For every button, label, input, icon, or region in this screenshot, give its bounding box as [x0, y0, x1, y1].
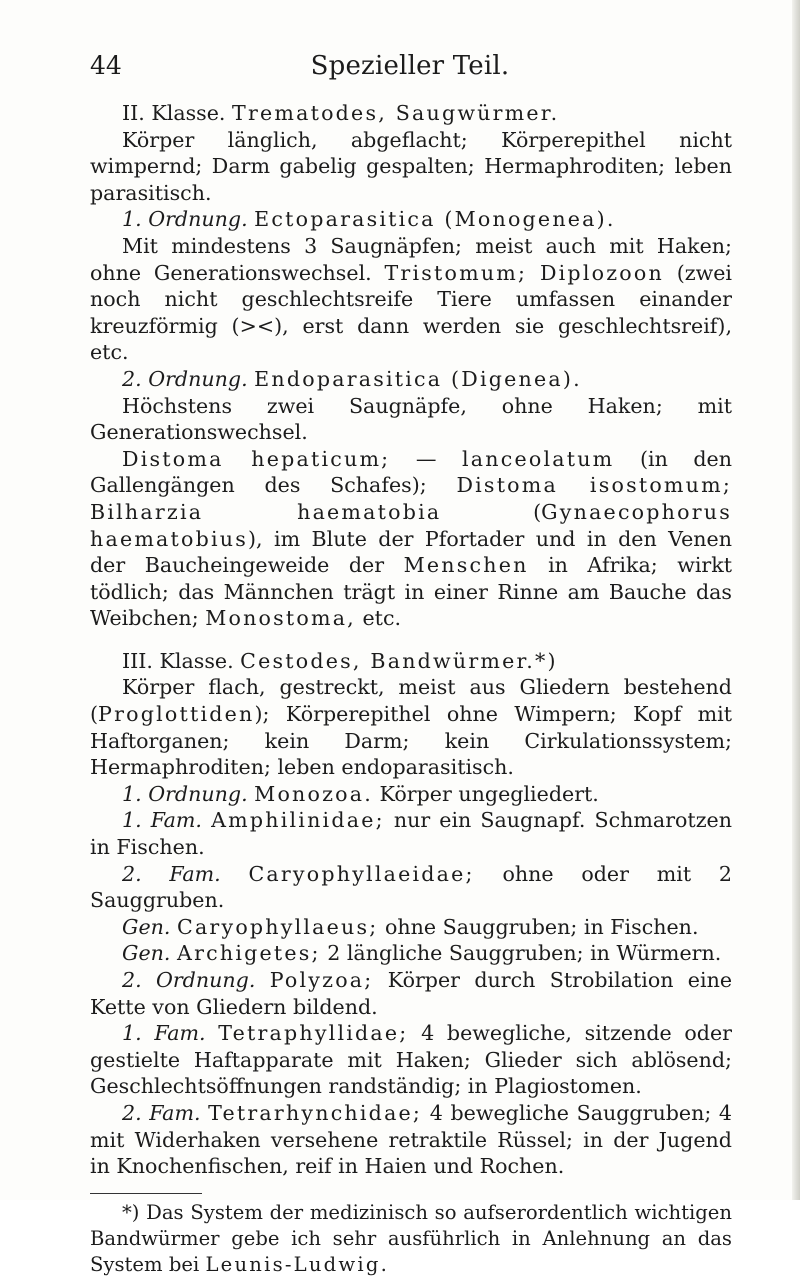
class-name: Trematodes, Saugwürmer.	[232, 101, 560, 125]
genus-caryophyllaeus	[90, 914, 732, 941]
genus-label: Gen.	[122, 914, 171, 939]
text-run: (zwei noch nicht geschlechtsreife Tiere umfassen einander kreuzförmig (><), erst dann werden sie geschlechtsreif), etc.	[90, 260, 732, 365]
paragraph-ectoparasitica-description	[90, 233, 732, 366]
family-name: Tetraphyllidae;	[218, 1021, 409, 1046]
text-run: —	[415, 446, 437, 471]
text-run: nur ein Saugnapf. Schmarotzen in Fischen.	[90, 808, 733, 860]
class-name: Cestodes, Bandwürmer.*)	[240, 648, 558, 673]
footnote-rule	[90, 1193, 202, 1194]
genus-archigetes	[90, 940, 732, 967]
genus-name: Diplozoon	[539, 260, 664, 285]
species-name: Gynaecophorus haematobius	[90, 499, 732, 551]
author-name: Leunis-Ludwig.	[205, 1252, 390, 1276]
genus-name: Archigetes;	[177, 941, 321, 966]
text-run: 4 bewegliche Sauggruben; 4 mit Widerhaken versehene retraktile Rüssel; in der Jugend in Knochenfischen, reif in Haien und Rochen.	[90, 1100, 733, 1179]
species-name: Distoma hepaticum;	[122, 446, 391, 471]
class-label: III. Klasse.	[122, 648, 234, 673]
family-tetraphyllidae	[90, 1020, 732, 1100]
order-heading-monozoa	[90, 781, 732, 808]
order-label: 2. Ordnung.	[122, 968, 256, 992]
family-name: Tetrarhynchidae;	[208, 1100, 423, 1125]
class-heading-trematodes	[90, 100, 732, 127]
order-heading-ectoparasitica	[90, 206, 732, 233]
text-run: (in den Gallengängen des Schafes);	[90, 446, 733, 498]
paragraph-trematodes-description: Körper länglich, abgeflacht; Körperepithel nicht wimpernd; Darm gabelig gespalten; Hermaphroditen; leben parasitisch.	[90, 127, 732, 205]
order-label: 2. Ordnung.	[122, 366, 248, 391]
class-heading-cestodes	[90, 648, 732, 675]
species-name: lanceolatum	[462, 446, 615, 471]
genus-name: Monostoma,	[205, 606, 356, 631]
text-run: ohne Sauggruben; in Fischen.	[384, 914, 699, 939]
term-name: Proglottiden	[98, 702, 255, 727]
order-heading-endoparasitica	[90, 366, 732, 393]
text-run: ), im Blute der Pfortader und in den Venen der Baucheingeweide der	[90, 526, 732, 578]
text-run: (	[533, 499, 542, 524]
class-label: II. Klasse.	[122, 101, 226, 125]
order-name: Polyzoa;	[269, 968, 374, 992]
family-label: 2. Fam.	[122, 861, 221, 886]
body-text	[90, 100, 732, 1278]
order-name: Ectoparasitica (Monogenea).	[254, 207, 616, 232]
family-label: 1. Fam.	[122, 1021, 206, 1046]
genus-label: Gen.	[122, 941, 171, 966]
text-run: ); Körperepithel ohne Wimpern; Kopf mit Haftorganen; kein Darm; kein Cirkulationssystem; Hermaphroditen; leben endoparasitisch.	[90, 702, 732, 780]
text-run: Mit mindestens 3 Saugnäpfen; meist auch mit Haken; ohne Generationswechsel.	[90, 233, 732, 285]
order-name: Endoparasitica (Digenea).	[254, 366, 582, 391]
family-amphilinidae	[90, 807, 732, 860]
text-run: 4 bewegliche, sitzende oder gestielte Haftapparate mit Haken; Glieder sich ablösend; Geschlechtsöffnungen randständig; in Plagiostomen.	[90, 1021, 733, 1099]
paragraph-cestodes-description	[90, 674, 732, 780]
text-run: Körper flach, gestreckt, meist aus Gliedern bestehend (	[90, 675, 732, 727]
text-run: Körper durch Strobilation eine Kette von Gliedern bildend.	[90, 968, 733, 1019]
text-run: etc.	[362, 606, 402, 631]
emphasis-text: Menschen	[403, 553, 529, 578]
order-name: Monozoa.	[254, 781, 373, 806]
paragraph-endoparasitica-description: Höchstens zwei Saugnäpfe, ohne Haken; mit Generationswechsel.	[90, 393, 732, 445]
family-tetrarhynchidae	[90, 1100, 732, 1180]
paragraph-distoma-species	[90, 446, 732, 632]
footnote	[90, 1200, 732, 1278]
running-head	[90, 50, 730, 82]
page-number: 44	[90, 51, 122, 80]
text-run: ohne oder mit 2 Sauggruben.	[90, 861, 732, 913]
scan-edge-shadow	[792, 0, 800, 1200]
text-run: in Afrika; wirkt tödlich; das Männchen trägt in einer Rinne am Bauche das Weibchen;	[90, 553, 733, 631]
text-run: Körper ungegliedert.	[379, 781, 599, 806]
family-caryophyllaeidae	[90, 861, 732, 914]
genus-name: Tristomum;	[384, 260, 528, 285]
order-label: 1. Ordnung.	[122, 207, 248, 232]
family-name: Amphilinidae;	[211, 808, 385, 833]
order-heading-polyzoa	[90, 967, 732, 1020]
species-name: Distoma isostomum; Bilharzia haematobia	[90, 473, 732, 524]
family-label: 2. Fam.	[122, 1100, 201, 1125]
text-run: *) Das System der medizinisch so aufserordentlich wichtigen Bandwürmer gebe ich sehr ausführlich in Anlehnung an das System bei	[90, 1200, 732, 1276]
running-title: Spezieller Teil.	[310, 51, 510, 81]
family-label: 1. Fam.	[122, 808, 202, 833]
text-run: 2 längliche Sauggruben; in Würmern.	[327, 941, 722, 966]
family-name: Caryophyllaeidae;	[248, 861, 475, 886]
order-label: 1. Ordnung.	[122, 781, 248, 806]
genus-name: Caryophyllaeus;	[177, 914, 379, 939]
